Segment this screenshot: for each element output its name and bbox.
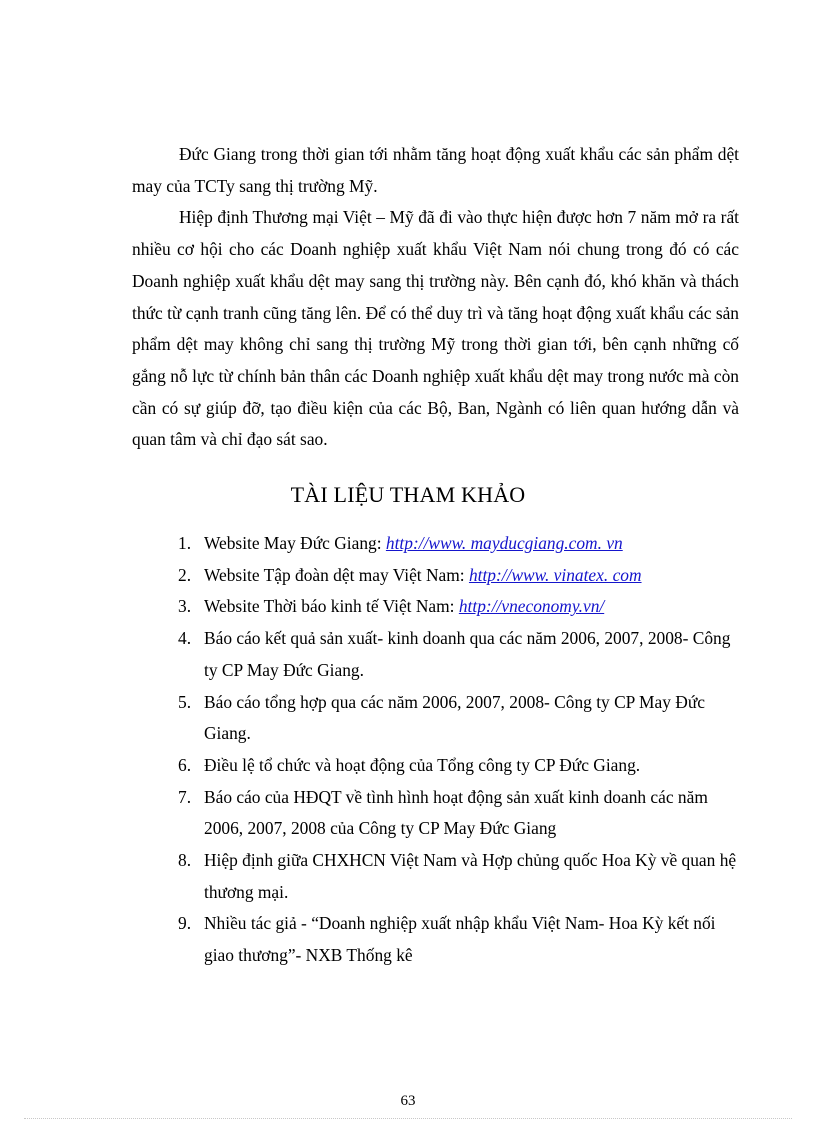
footer-divider (24, 1118, 792, 1119)
reference-text: Website May Đức Giang: (204, 533, 386, 553)
reference-text: Nhiều tác giả - “Doanh nghiệp xuất nhập khẩu Việt Nam- Hoa Kỳ kết nối giao thương”- NXB Thống kê (204, 913, 716, 966)
reference-text: Báo cáo kết quả sản xuất- kinh doanh qua các năm 2006, 2007, 2008- Công ty CP May Đức Giang. (204, 628, 731, 680)
reference-text: Báo cáo tổng hợp qua các năm 2006, 2007, 2008- Công ty CP May Đức Giang. (204, 691, 705, 744)
reference-item-5 (176, 687, 738, 750)
paragraph-2: Hiệp định Thương mại Việt – Mỹ đã đi vào thực hiện được hơn 7 năm mở ra rất nhiều cơ hội cho các Doanh nghiệp xuất khẩu Việt Nam nói chung trong đó có các Doanh nghiệp xuất khẩu dệt may sang thị trường này. Bên cạnh đó, khó khăn và thách thức từ cạnh tranh cũng tăng lên. Để có thể duy trì và tăng hoạt động xuất khẩu các sản phẩm dệt may không chỉ sang thị trường Mỹ trong thời gian tới, bên cạnh những cố gắng nỗ lực từ chính bản thân các Doanh nghiệp xuất khẩu dệt may trong nước mà còn cần có sự giúp đỡ, tạo điều kiện của các Bộ, Ban, Ngành có liên quan hướng dẫn và quan tâm và chỉ đạo sát sao. (132, 207, 739, 450)
reference-number: 5. (178, 691, 192, 712)
reference-item-6 (176, 750, 738, 782)
reference-item-1 (176, 528, 738, 560)
reference-link-mayducgiang[interactable]: http://www. mayducgiang.com. vn (385, 533, 623, 553)
reference-number: 6. (178, 754, 192, 775)
paragraph-1: Đức Giang trong thời gian tới nhằm tăng hoạt động xuất khẩu các sản phẩm dệt may của TCTy sang thị trường Mỹ. (132, 144, 739, 196)
reference-item-4 (176, 623, 738, 686)
reference-link-vneconomy[interactable]: http://vneconomy.vn/ (458, 596, 605, 617)
reference-link-vinatex[interactable]: http://www. vinatex. com (468, 564, 642, 585)
reference-number: 8. (178, 850, 192, 871)
references-heading: TÀI LIỆU THAM KHẢO (290, 482, 526, 507)
reference-item-2 (176, 560, 738, 592)
reference-number: 3. (178, 596, 192, 617)
reference-number: 4. (178, 628, 192, 649)
reference-number: 7. (178, 786, 192, 807)
reference-text: Báo cáo của HĐQT về tình hình hoạt động sản xuất kinh doanh các năm 2006, 2007, 2008 của Công ty CP May Đức Giang (204, 786, 708, 839)
reference-item-9 (176, 908, 738, 971)
reference-item-8 (176, 845, 738, 908)
reference-text: Điều lệ tổ chức và hoạt động của Tổng công ty CP Đức Giang. (204, 754, 641, 775)
body-text (132, 139, 739, 456)
reference-number: 2. (178, 564, 192, 585)
references-list (176, 528, 738, 972)
reference-item-3 (176, 591, 738, 623)
reference-text: Website Tập đoàn dệt may Việt Nam: (204, 564, 469, 585)
reference-number: 9. (178, 913, 192, 934)
reference-text: Website Thời báo kinh tế Việt Nam: (204, 596, 459, 617)
page-number: 63 (400, 1093, 416, 1109)
reference-text: Hiệp định giữa CHXHCN Việt Nam và Hợp chủng quốc Hoa Kỳ về quan hệ thương mại. (204, 850, 737, 902)
reference-number: 1. (178, 533, 192, 553)
reference-item-7 (176, 782, 738, 845)
